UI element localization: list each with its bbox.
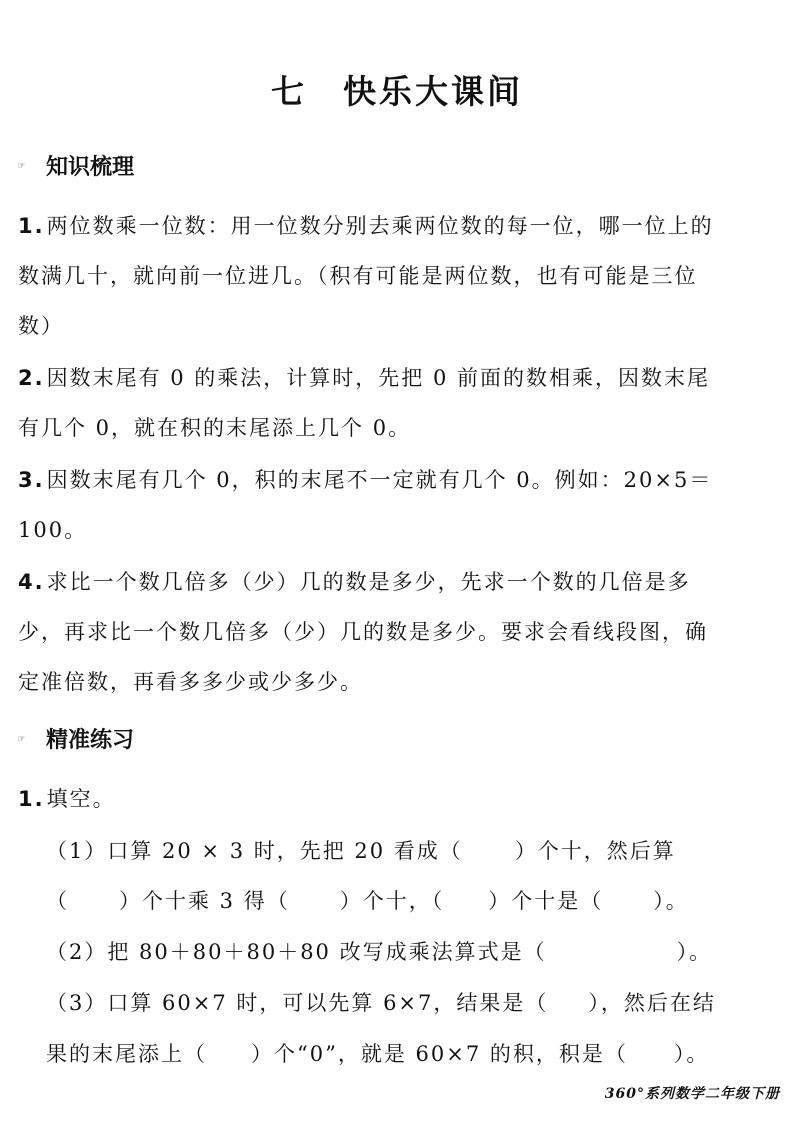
chapter-title: 快乐大课间 [343, 72, 523, 111]
knowledge-item-4: 4.求比一个数几倍多（少）几的数是多少，先求一个数的几倍是多少，再求比一个数几倍多（少）几的数是多少。要求会看线段图，确定准倍数，再看多多少或少多少。 [18, 570, 708, 694]
section-heading-knowledge [18, 150, 134, 180]
section-title: 精准练习 [46, 727, 135, 753]
knowledge-item-2: 2.因数末尾有 0 的乘法，计算时，先把 0 前面的数相乘，因数末尾有几个 0，就在积的末尾添上几个 0。 [18, 366, 711, 440]
section-heading-practice [18, 723, 134, 753]
pointing-hand-icon: ☞ [18, 158, 24, 172]
exercise-1-label: 1.填空。 [18, 787, 116, 811]
knowledge-item-3: 3.因数末尾有几个 0，积的末尾不一定就有几个 0。例如：20×5＝100。 [18, 468, 713, 542]
exercise-line-1a: （1）口算 20 × 3 时，先把 20 看成（ ）个十，然后算 [46, 839, 676, 863]
exercise-line-2: （2）把 80＋80＋80＋80 改写成乘法算式是（ ）。 [46, 940, 713, 964]
exercise-line-3a: （3）口算 60×7 时，可以先算 6×7，结果是（ ），然后在结 [46, 991, 716, 1015]
section-title: 知识梳理 [46, 154, 135, 180]
knowledge-item-1: 1.两位数乘一位数：用一位数分别去乘两位数的每一位，哪一位上的数满几十，就向前一位进几。（积有可能是两位数，也有可能是三位数） [18, 214, 714, 338]
book-series-footer: 360°系列数学二年级下册 [604, 1086, 780, 1102]
page-title [0, 66, 794, 113]
pointing-hand-icon: ☞ [18, 731, 24, 745]
exercise-line-1b: （ ）个十乘 3 得（ ）个十，（ ）个十是（ ）。 [46, 889, 689, 913]
exercise-line-3b: 果的末尾添上（ ）个“0”，就是 60×7 的积，积是（ ）。 [46, 1042, 710, 1066]
chapter-number: 七 [271, 72, 307, 111]
